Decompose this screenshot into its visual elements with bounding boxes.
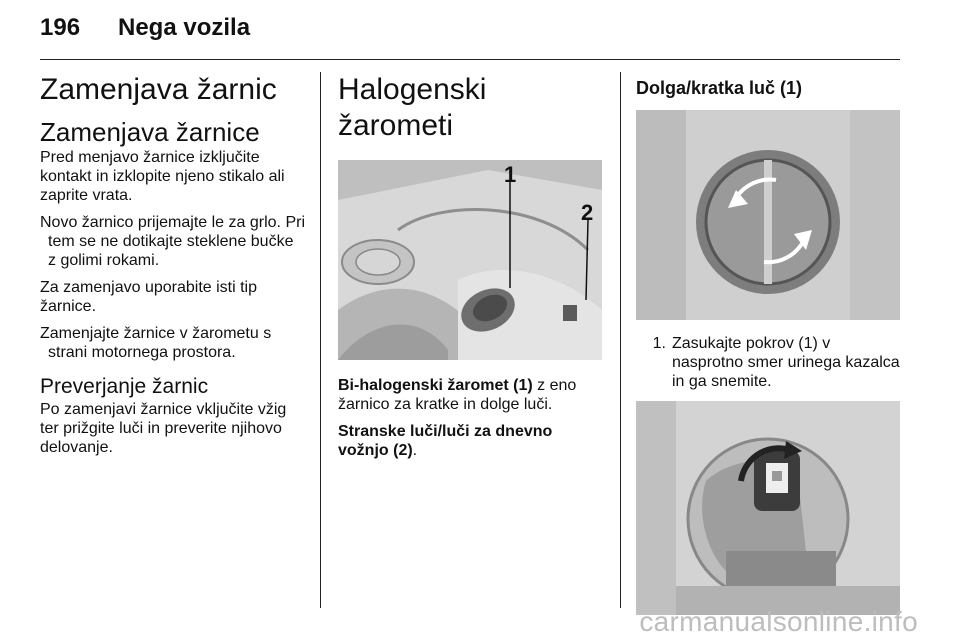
paragraph-4: Zamenjajte žarnice v žarometu s strani motornega prostora.	[40, 325, 272, 361]
cover-figure	[636, 110, 900, 320]
check-title: Preverjanje žarnic	[40, 375, 209, 398]
step-1-number: 1.	[652, 335, 666, 352]
left-column	[40, 72, 305, 465]
step-1-text: Zasukajte pokrov (1) v nasprotno smer urinega kazalca in ga snemite.	[672, 335, 900, 390]
step-1	[636, 334, 900, 391]
caption-2	[338, 422, 603, 460]
headlamp-title: Halogenski žarometi	[338, 73, 487, 142]
beam-title: Dolga/kratka luč (1)	[636, 78, 803, 98]
subsection-title: Zamenjava žarnice	[40, 117, 260, 147]
right-column	[636, 72, 900, 615]
caption-2-text: .	[412, 442, 418, 459]
caption-1-bold: Bi-halogenski žaromet (1)	[338, 377, 533, 394]
paragraph-1: Pred menjavo žarnice izključite kontakt in izklopite njeno stikalo ali zaprite vrata.	[40, 149, 285, 204]
header-rule	[40, 59, 900, 60]
figure-label-2: 2	[581, 200, 594, 225]
figure-label-1: 1	[504, 162, 517, 187]
caption-2-bold: Stranske luči/luči za dnevno vožnjo (2)	[338, 423, 553, 459]
column-divider-2	[620, 72, 621, 608]
middle-column	[338, 72, 603, 468]
watermark: carmanualsonline.info	[639, 606, 918, 637]
section-title: Zamenjava žarnic	[40, 73, 277, 106]
caption-1-text: z eno žarnico za kratke in dolge luči.	[338, 377, 577, 413]
paragraph-2: Novo žarnico prijemajte le za grlo. Pri tem se ne dotikajte steklene bučke z golimi rokami.	[40, 214, 305, 269]
bulb-figure	[636, 401, 900, 615]
caption-1	[338, 376, 603, 414]
paragraph-3: Za zamenjavo uporabite isti tip žarnice.	[40, 279, 257, 315]
column-divider-1	[320, 72, 321, 608]
check-paragraph: Po zamenjavi žarnice vključite vžig ter prižgite luči in preverite njihovo delovanje.	[40, 401, 287, 456]
headlamp-figure	[338, 160, 602, 360]
chapter-title: Nega vozila	[118, 14, 251, 41]
page-header	[0, 0, 960, 60]
page-number: 196	[40, 14, 81, 41]
